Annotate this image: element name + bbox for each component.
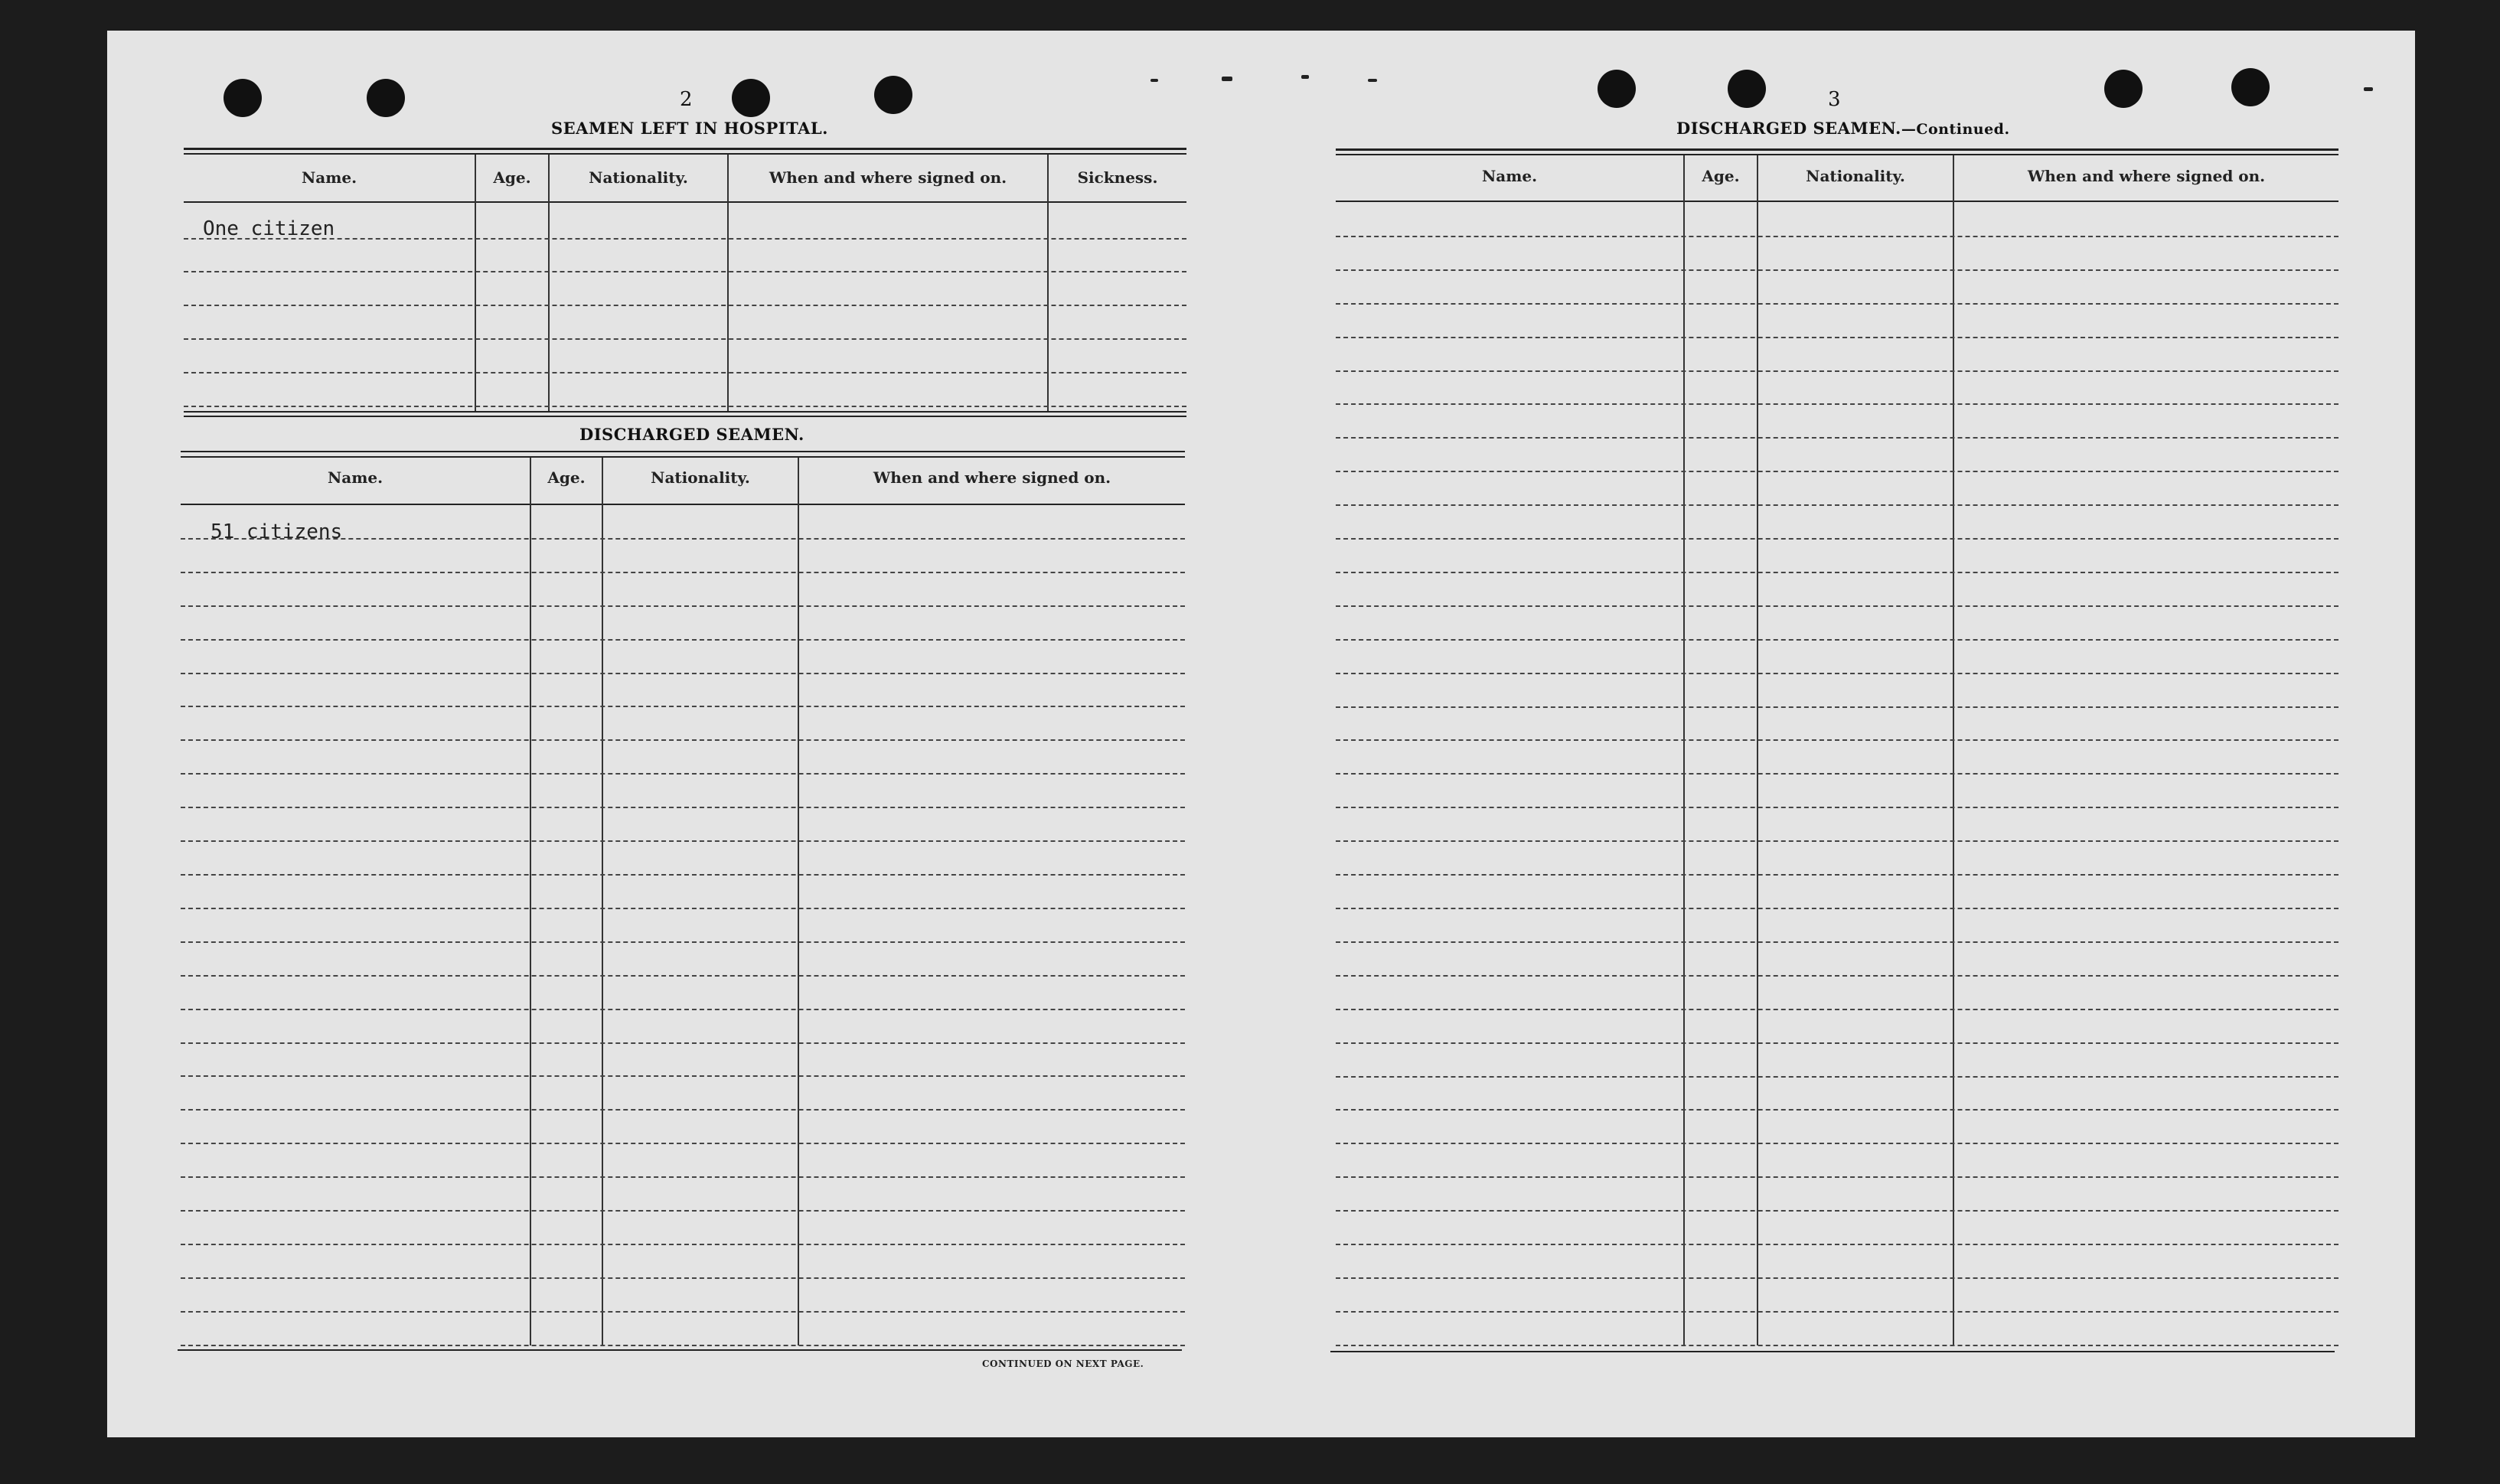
right-col-age: Age.	[1702, 167, 1740, 185]
discharged-row-line	[181, 1042, 1185, 1044]
right-row-line	[1336, 1277, 2338, 1279]
right-row-line	[1336, 941, 2338, 943]
discharged-row-line	[181, 605, 1185, 607]
right-row-line	[1336, 303, 2338, 305]
hospital-col-signed-on: When and where signed on.	[769, 168, 1007, 187]
punch-hole	[1598, 70, 1636, 108]
hospital-table-bottom-rule	[184, 411, 1186, 413]
discharged-section-title: DISCHARGED SEAMEN.	[579, 425, 805, 444]
punch-hole	[224, 79, 262, 117]
right-row-line	[1336, 605, 2338, 607]
right-row-line	[1336, 1042, 2338, 1044]
discharged-col-divider	[602, 458, 603, 1345]
right-row-line	[1336, 504, 2338, 506]
page-number-left: 2	[680, 88, 693, 111]
right-row-line	[1336, 639, 2338, 641]
discharged-row-line	[181, 706, 1185, 707]
discharged-table-top-rule	[181, 451, 1185, 452]
ink-speck	[2364, 87, 2373, 91]
discharged-row-line	[181, 874, 1185, 876]
right-row-line	[1336, 471, 2338, 472]
hospital-col-sickness: Sickness.	[1077, 168, 1158, 187]
right-row-line	[1336, 673, 2338, 674]
right-row-line	[1336, 236, 2338, 237]
punch-hole	[2104, 70, 2143, 108]
discharged-row-line	[181, 639, 1185, 641]
right-row-line	[1336, 1143, 2338, 1144]
right-row-line	[1336, 1311, 2338, 1313]
discharged-row-line	[181, 908, 1185, 909]
hospital-header-rule	[184, 201, 1186, 203]
discharged-continued-title	[1676, 119, 2010, 138]
ink-speck	[1368, 79, 1377, 82]
hospital-row-line	[184, 406, 1186, 407]
discharged-row-line	[181, 1210, 1185, 1212]
right-row-line	[1336, 403, 2338, 405]
right-row-line	[1336, 975, 2338, 977]
ink-speck	[1301, 75, 1309, 79]
hospital-table-top-rule-2	[184, 153, 1186, 155]
discharged-row-line	[181, 773, 1185, 775]
hospital-col-name: Name.	[301, 168, 357, 187]
hospital-section-title: SEAMEN LEFT IN HOSPITAL.	[551, 119, 828, 138]
hospital-table-bottom-rule-2	[184, 416, 1186, 417]
discharged-row-line	[181, 1277, 1185, 1279]
discharged-row-line	[181, 807, 1185, 808]
discharged-row-line	[181, 673, 1185, 674]
discharged-row-line	[181, 840, 1185, 842]
right-row-line	[1336, 1009, 2338, 1010]
discharged-row-line	[181, 975, 1185, 977]
discharged-col-signed-on: When and where signed on.	[873, 468, 1111, 487]
right-row-line	[1336, 908, 2338, 909]
hospital-row-line	[184, 305, 1186, 306]
discharged-continued-suffix: —Continued.	[1901, 121, 2010, 138]
hospital-col-nationality: Nationality.	[589, 168, 688, 187]
punch-hole	[367, 79, 405, 117]
discharged-table-bottom-rule	[178, 1349, 1182, 1351]
right-col-signed-on: When and where signed on.	[2027, 167, 2266, 185]
continued-footer: CONTINUED ON NEXT PAGE.	[982, 1358, 1144, 1369]
ink-speck	[1222, 77, 1232, 81]
right-row-line	[1336, 1076, 2338, 1078]
hospital-table-top-rule	[184, 148, 1186, 150]
punch-hole	[1728, 70, 1766, 108]
discharged-row-line	[181, 1176, 1185, 1178]
right-row-line	[1336, 437, 2338, 439]
right-row-line	[1336, 538, 2338, 540]
right-col-name: Name.	[1481, 167, 1538, 185]
right-table-top-rule-2	[1336, 154, 2338, 155]
discharged-row-line	[181, 538, 1185, 540]
discharged-row-line	[181, 1345, 1185, 1346]
discharged-entry-name: 51 citizens	[211, 520, 343, 543]
punch-hole	[732, 79, 770, 117]
right-row-line	[1336, 1345, 2338, 1346]
discharged-row-line	[181, 1143, 1185, 1144]
right-col-divider	[1953, 155, 1954, 1345]
discharged-row-line	[181, 739, 1185, 741]
right-row-line	[1336, 840, 2338, 842]
hospital-row-line	[184, 372, 1186, 373]
discharged-row-line	[181, 1075, 1185, 1077]
right-col-nationality: Nationality.	[1806, 167, 1905, 185]
right-col-divider	[1757, 155, 1758, 1345]
document-sheet	[107, 31, 2415, 1437]
right-table-bottom-rule	[1330, 1351, 2335, 1352]
right-row-line	[1336, 706, 2338, 708]
hospital-entry-name: One citizen	[203, 217, 335, 240]
right-row-line	[1336, 370, 2338, 372]
discharged-col-divider	[798, 458, 799, 1345]
ink-speck	[1150, 79, 1158, 82]
discharged-row-line	[181, 1244, 1185, 1245]
hospital-col-age: Age.	[493, 168, 531, 187]
right-row-line	[1336, 807, 2338, 808]
discharged-table-top-rule-2	[181, 456, 1185, 458]
right-table-top-rule	[1336, 148, 2338, 151]
right-row-line	[1336, 1210, 2338, 1212]
right-row-line	[1336, 337, 2338, 338]
discharged-col-age: Age.	[547, 468, 586, 487]
hospital-row-line	[184, 338, 1186, 340]
right-row-line	[1336, 739, 2338, 741]
right-row-line	[1336, 773, 2338, 775]
discharged-col-name: Name.	[327, 468, 383, 487]
hospital-row-line	[184, 238, 1186, 240]
discharged-row-line	[181, 572, 1185, 573]
right-row-line	[1336, 1109, 2338, 1111]
right-header-rule	[1336, 201, 2338, 202]
punch-hole	[2231, 68, 2270, 106]
discharged-row-line	[181, 941, 1185, 943]
discharged-row-line	[181, 1009, 1185, 1010]
hospital-row-line	[184, 271, 1186, 272]
discharged-col-divider	[530, 458, 531, 1345]
right-row-line	[1336, 1244, 2338, 1245]
discharged-col-nationality: Nationality.	[651, 468, 750, 487]
right-row-line	[1336, 269, 2338, 271]
discharged-continued-main: DISCHARGED SEAMEN.	[1676, 119, 1901, 138]
right-row-line	[1336, 874, 2338, 876]
right-row-line	[1336, 572, 2338, 573]
right-row-line	[1336, 1176, 2338, 1178]
discharged-header-rule	[181, 504, 1185, 505]
discharged-row-line	[181, 1311, 1185, 1313]
page-number-right: 3	[1828, 88, 1841, 111]
discharged-row-line	[181, 1109, 1185, 1111]
right-col-divider	[1683, 155, 1685, 1345]
punch-hole	[874, 76, 912, 114]
